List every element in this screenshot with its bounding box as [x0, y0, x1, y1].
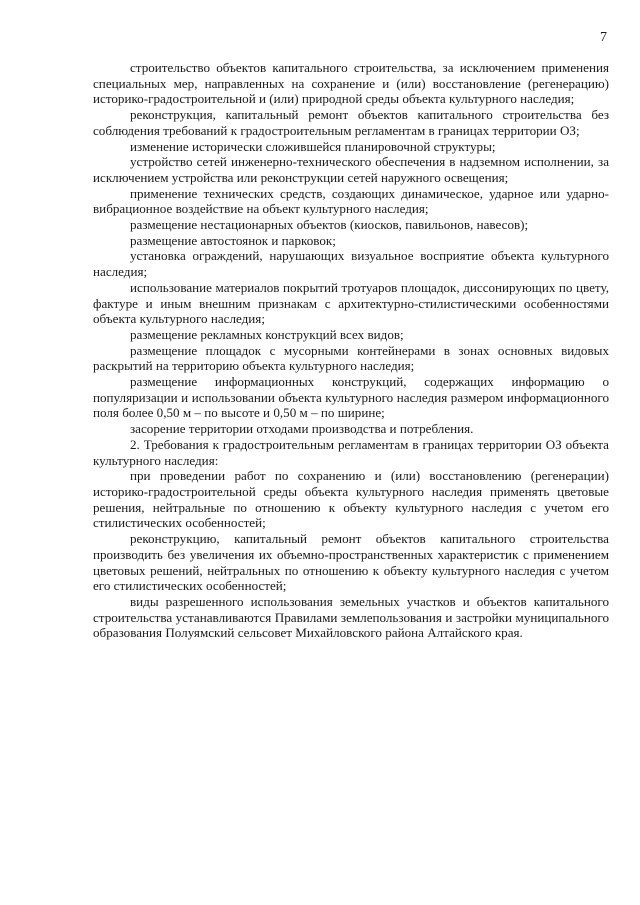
- paragraph: виды разрешенного использования земельных участков и объектов капитального строительства устанавливаются Правилами землепользования и застройки муниципального образования Полуямский сельсовет Михайловского района Алтайского края.: [93, 593, 609, 641]
- paragraph: размещение площадок с мусорными контейнерами в зонах основных видовых раскрытий на территорию объекта культурного наследия;: [93, 342, 609, 374]
- paragraph: размещение нестационарных объектов (киосков, павильонов, навесов);: [130, 217, 529, 233]
- section-heading: 2. Требования к градостроительным регламентам в границах территории ОЗ объекта культурного наследия:: [93, 436, 609, 468]
- paragraph: размещение рекламных конструкций всех видов;: [130, 326, 404, 342]
- paragraph: реконструкцию, капитальный ремонт объектов капитального строительства производить без увеличения их объемно-пространственных характеристик с применением цветовых решений, нейтральных по отношению к объекту культурного наследия с учетом его стилистических особенностей;: [93, 531, 609, 594]
- paragraph: при проведении работ по сохранению и (или) восстановлению (регенерации) историко-градостроительной среды объекта культурного наследия применять цветовые решения, нейтральные по отношению к объекту культурного наследия с учетом его стилистических особенностей;: [93, 468, 609, 531]
- page-number: 7: [600, 30, 607, 45]
- paragraph: строительство объектов капитального строительства, за исключением применения специальных мер, направленных на сохранение и (или) восстановление (регенерацию) историко-градостроительной и (или) природной среды объекта культурного наследия;: [93, 60, 609, 107]
- paragraph: размещение автостоянок и парковок;: [130, 232, 336, 248]
- paragraph: устройство сетей инженерно-технического обеспечения в надземном исполнении, за исключением устройства или реконструкции сетей наружного освещения;: [93, 154, 609, 185]
- paragraph: реконструкция, капитальный ремонт объектов капитального строительства без соблюдения требований к градостроительным регламентам в границах территории ОЗ;: [93, 107, 609, 138]
- paragraph: использование материалов покрытий тротуаров площадок, диссонирующих по цвету, фактуре и иным внешним признакам с архитектурно-стилистическими особенностями объекта культурного наследия;: [93, 279, 609, 327]
- paragraph: размещение информационных конструкций, содержащих информацию о популяризации и использовании объекта культурного наследия размером информационного поля более 0,50 м – по высоте и 0,50 м – по ширине;: [93, 374, 609, 421]
- paragraph: установка ограждений, нарушающих визуальное восприятие объекта культурного наследия;: [93, 248, 609, 280]
- document-body: [93, 60, 609, 641]
- paragraph: изменение исторически сложившейся планировочной структуры;: [130, 138, 496, 154]
- paragraph: применение технических средств, создающих динамическое, ударное или ударно-вибрационное воздействие на объект культурного наследия;: [93, 185, 609, 217]
- paragraph: засорение территории отходами производства и потребления.: [130, 421, 474, 437]
